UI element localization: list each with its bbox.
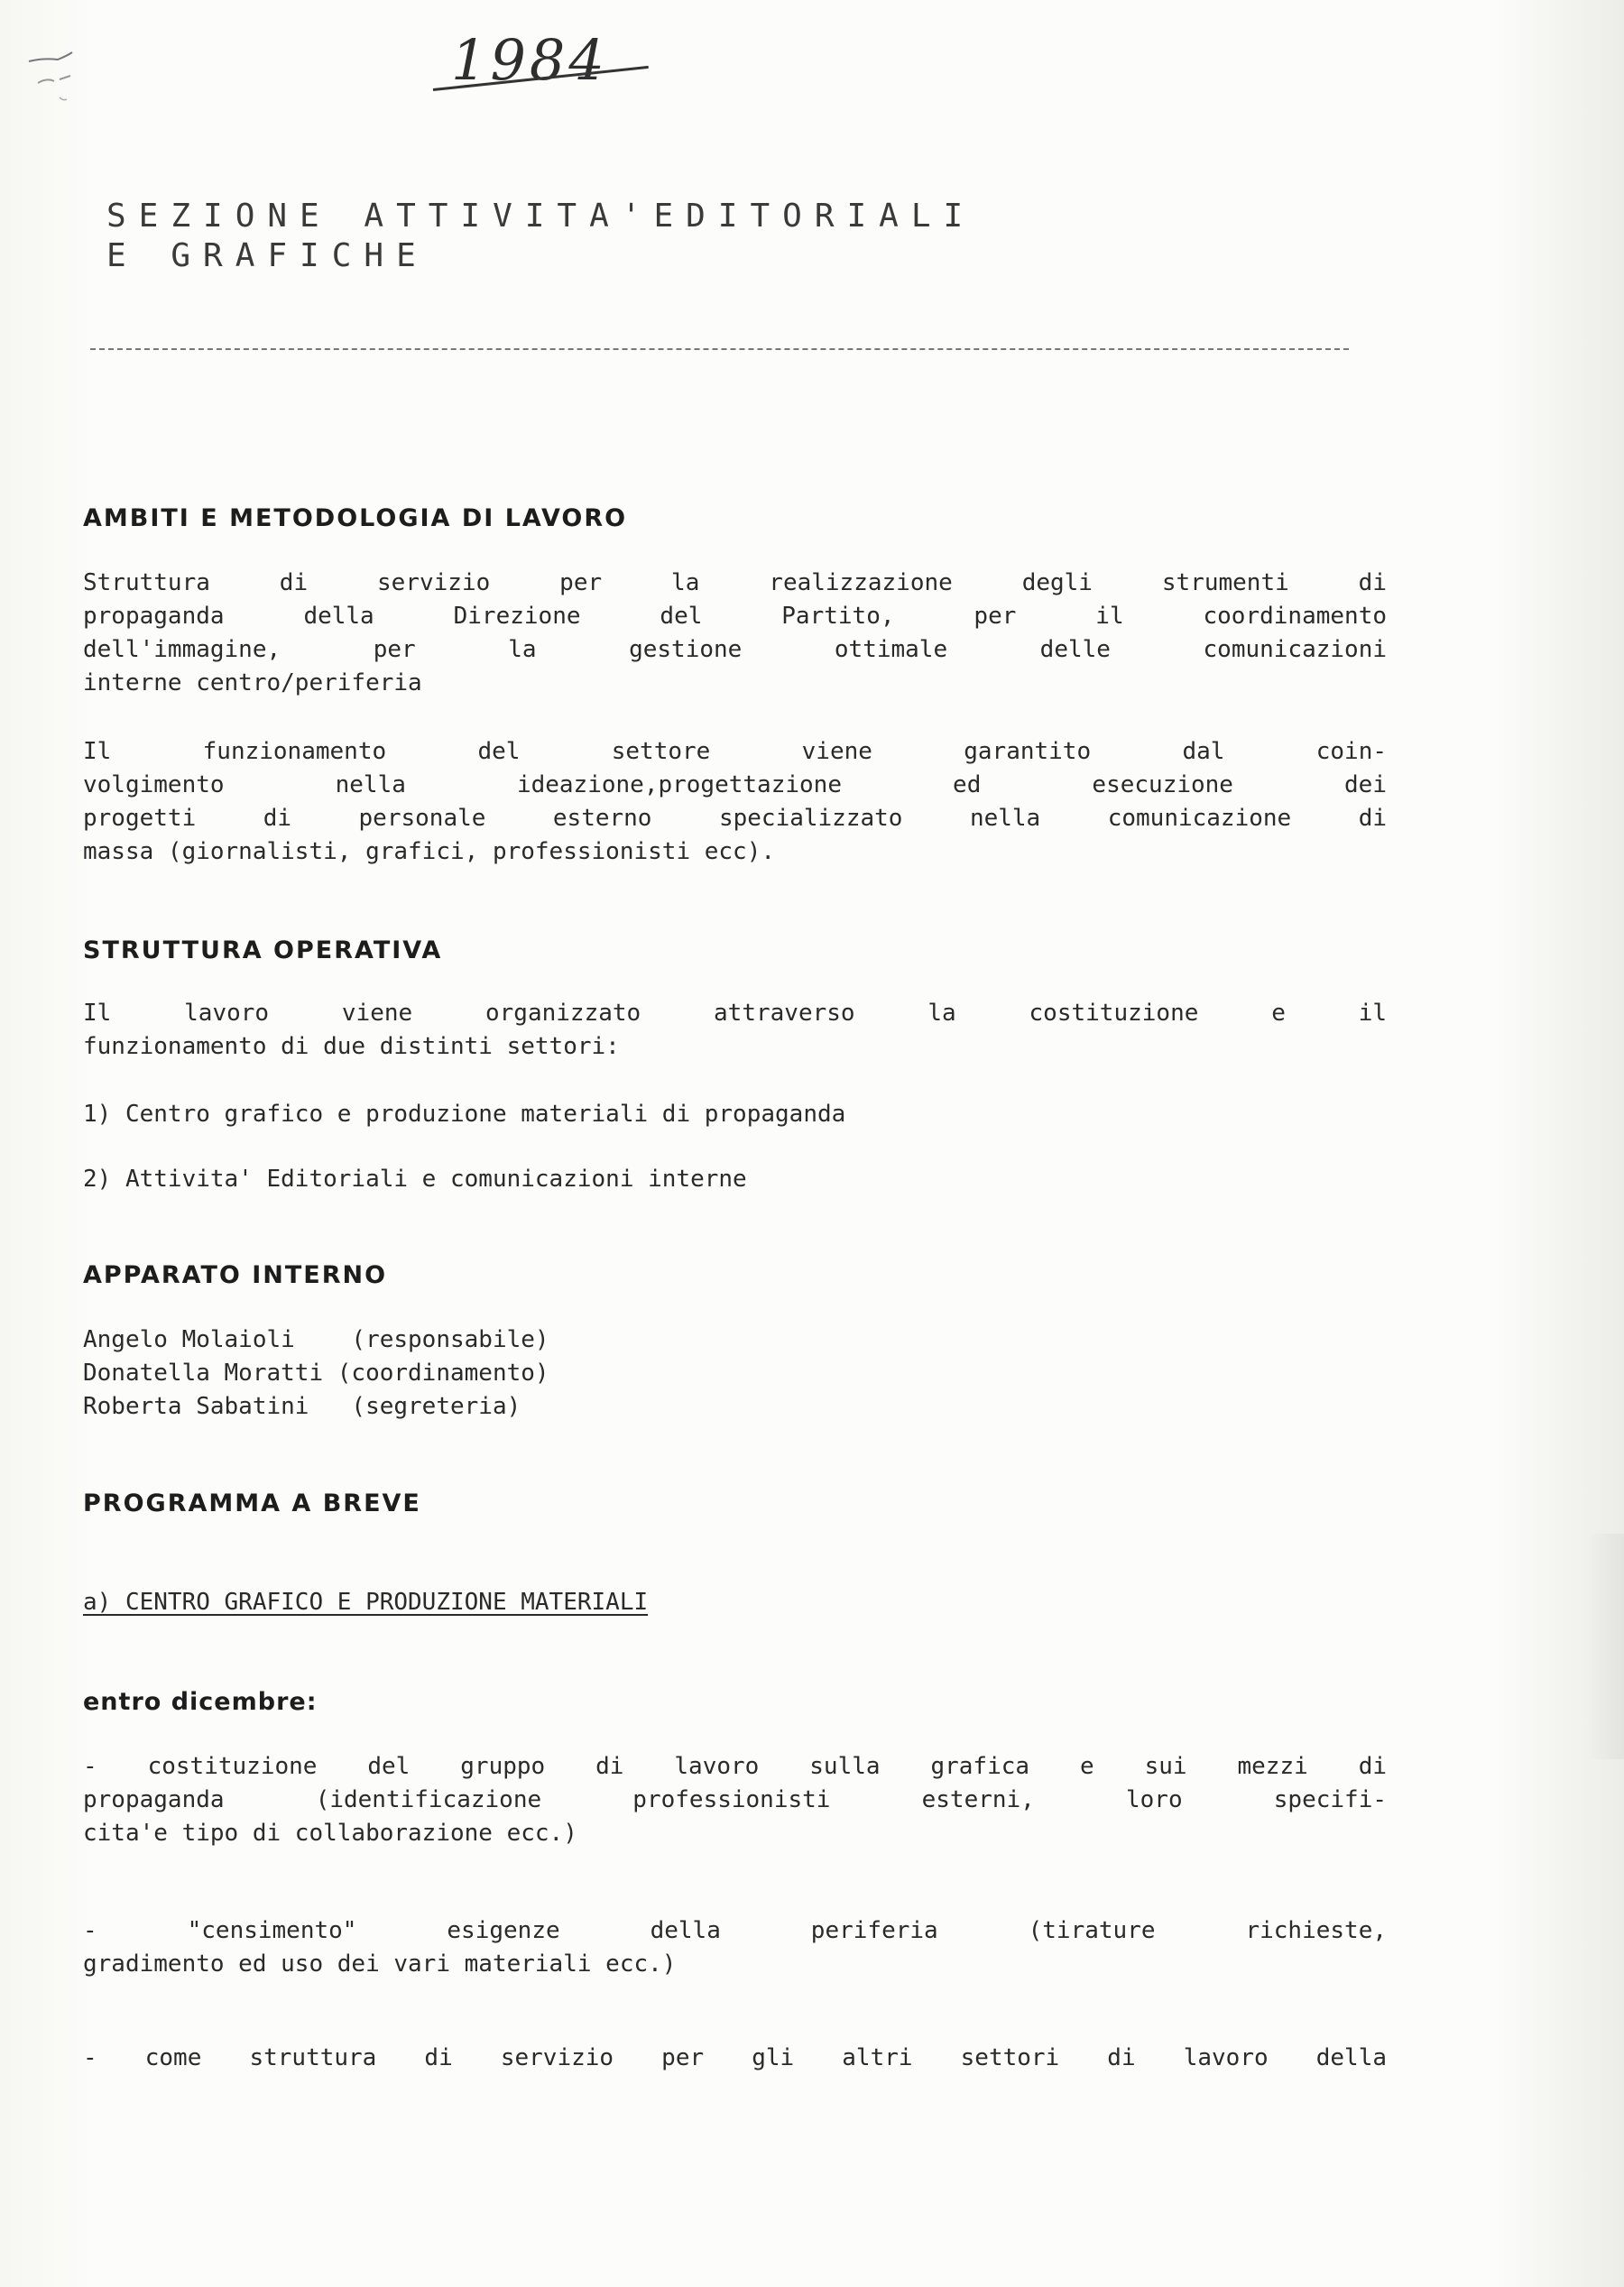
text-line: Il lavoro viene organizzato attraverso la costituzione e il <box>83 1000 1387 1027</box>
list-item-1: 1) Centro grafico e produzione materiali di propaganda <box>83 1101 846 1128</box>
heading-programma: PROGRAMMA A BREVE <box>83 1489 421 1517</box>
heading-ambiti: AMBITI E METODOLOGIA DI LAVORO <box>83 504 628 532</box>
staff-row: Roberta Sabatini (segreteria) <box>83 1393 521 1420</box>
subheading-centro-grafico: a) CENTRO GRAFICO E PRODUZIONE MATERIALI <box>83 1589 649 1616</box>
bullet-struttura-servizio <box>83 2042 1387 2075</box>
text-line: propaganda della Direzione del Partito, per il coordinamento <box>83 603 1387 630</box>
section-title-line1: SEZIONE ATTIVITA'EDITORIALI <box>106 198 976 235</box>
dashed-divider <box>90 348 1349 350</box>
text-line: - come struttura di servizio per gli altri settori di lavoro della <box>83 2044 1387 2071</box>
text-line: dell'immagine, per la gestione ottimale delle comunicazioni <box>83 636 1387 663</box>
paragraph-ambiti-2 <box>83 735 1387 869</box>
text-line: cita'e tipo di collaborazione ecc.) <box>83 1820 577 1847</box>
text-line: volgimento nella ideazione,progettazione ed esecuzione dei <box>83 771 1387 798</box>
section-title <box>106 197 975 276</box>
text-line: - costituzione del gruppo di lavoro sulla grafica e sui mezzi di <box>83 1753 1387 1780</box>
text-line: interne centro/periferia <box>83 669 422 696</box>
margin-scribble-mark <box>27 45 81 108</box>
scan-shadow <box>1588 1534 1624 1759</box>
paragraph-struttura <box>83 997 1387 1064</box>
handwritten-year: 1984 <box>451 27 608 93</box>
text-line: - "censimento" esigenze della periferia (tirature richieste, <box>83 1917 1387 1944</box>
heading-struttura: STRUTTURA OPERATIVA <box>83 936 443 964</box>
text-line: gradimento ed uso dei vari materiali ecc.) <box>83 1950 677 1978</box>
paragraph-ambiti-1 <box>83 567 1387 700</box>
text-line: funzionamento di due distinti settori: <box>83 1033 620 1060</box>
staff-row: Angelo Molaioli (responsabile) <box>83 1326 549 1353</box>
heading-apparato: APPARATO INTERNO <box>83 1261 388 1289</box>
label-entro-dicembre: entro dicembre: <box>83 1688 318 1716</box>
list-item-2: 2) Attivita' Editoriali e comunicazioni interne <box>83 1166 747 1193</box>
text-line: massa (giornalisti, grafici, professionisti ecc). <box>83 838 776 865</box>
bullet-costituzione <box>83 1750 1387 1850</box>
text-line: Il funzionamento del settore viene garantito dal coin- <box>83 738 1387 765</box>
section-title-line2: E GRAFICHE <box>106 237 429 274</box>
text-line: progetti di personale esterno specializzato nella comunicazione di <box>83 805 1387 832</box>
text-line: propaganda (identificazione professionisti esterni, loro specifi- <box>83 1786 1387 1813</box>
staff-row: Donatella Moratti (coordinamento) <box>83 1360 549 1387</box>
text-line: Struttura di servizio per la realizzazione degli strumenti di <box>83 569 1387 596</box>
bullet-censimento <box>83 1914 1387 1981</box>
